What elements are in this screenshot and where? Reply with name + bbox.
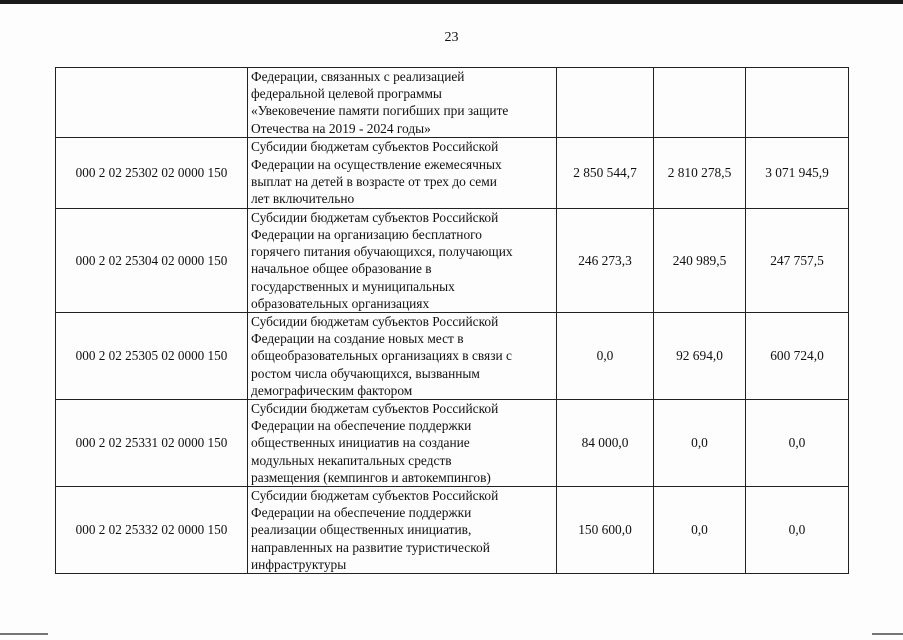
amount-2024: 0,0 (746, 487, 849, 574)
description-line: Федерации на обеспечение поддержки (251, 418, 472, 434)
amount-2022: 150 600,0 (557, 487, 654, 574)
description-line: общественных инициатив на создание (251, 435, 470, 451)
amount-2023: 0,0 (654, 400, 746, 487)
description-line: Федерации на обеспечение поддержки (251, 505, 472, 521)
table-row (56, 487, 849, 574)
description (248, 487, 557, 574)
description-line: общеобразовательных организациях в связи с (251, 348, 512, 364)
amount-2023: 0,0 (654, 487, 746, 574)
table-row (56, 313, 849, 400)
table-row (56, 68, 849, 138)
table-row (56, 137, 849, 208)
description-line: «Увековечение памяти погибших при защите (251, 103, 509, 119)
description (248, 68, 557, 138)
page-number: 23 (444, 30, 459, 45)
description-line: начальное общее образование в (251, 261, 432, 277)
description-line: Федерации на создание новых мест в (251, 331, 464, 347)
amount-2024: 0,0 (746, 400, 849, 487)
amount-2024: 3 071 945,9 (746, 137, 849, 208)
scan-artifact-right (872, 633, 903, 635)
amount-2022: 0,0 (557, 313, 654, 400)
budget-code: 000 2 02 25305 02 0000 150 (56, 313, 248, 400)
description-line: выплат на детей в возрасте от трех до семи (251, 173, 497, 189)
description (248, 137, 557, 208)
description-line: Субсидии бюджетам субъектов Российской (251, 209, 499, 225)
amount-2024: 247 757,5 (746, 208, 849, 312)
amount-2022: 246 273,3 (557, 208, 654, 312)
amount-2024 (746, 68, 849, 138)
description-line: модульных некапитальных средств (251, 452, 452, 468)
budget-code: 000 2 02 25304 02 0000 150 (56, 208, 248, 312)
description-line: Субсидии бюджетам субъектов Российской (251, 401, 499, 417)
description-line: размещения (кемпингов и автокемпингов) (251, 469, 491, 485)
budget-code (56, 68, 248, 138)
amount-2023: 92 694,0 (654, 313, 746, 400)
description-line: Федерации на осуществление ежемесячных (251, 156, 502, 172)
description-line: демографическим фактором (251, 382, 413, 398)
description (248, 313, 557, 400)
description-line: реализации общественных инициатив, (251, 522, 472, 538)
description-line: Субсидии бюджетам субъектов Российской (251, 488, 499, 504)
scan-artifact-left (0, 633, 48, 635)
amount-2022: 2 850 544,7 (557, 137, 654, 208)
description-line: направленных на развитие туристической (251, 539, 490, 555)
description-line: лет включительно (251, 191, 355, 207)
budget-code: 000 2 02 25302 02 0000 150 (56, 137, 248, 208)
description-line: Субсидии бюджетам субъектов Российской (251, 314, 499, 330)
budget-code: 000 2 02 25332 02 0000 150 (56, 487, 248, 574)
amount-2024: 600 724,0 (746, 313, 849, 400)
description-line: Субсидии бюджетам субъектов Российской (251, 139, 499, 155)
description-line: горячего питания обучающихся, получающих (251, 244, 513, 260)
description-line: инфраструктуры (251, 556, 347, 572)
amount-2022 (557, 68, 654, 138)
description-line: образовательных организациях (251, 295, 430, 311)
table-row (56, 208, 849, 312)
budget-code: 000 2 02 25331 02 0000 150 (56, 400, 248, 487)
amount-2023: 240 989,5 (654, 208, 746, 312)
description (248, 400, 557, 487)
amount-2023 (654, 68, 746, 138)
description-line: Отечества на 2019 - 2024 годы» (251, 120, 431, 136)
description-line: Федерации, связанных с реализацией (251, 69, 465, 84)
description-line: государственных и муниципальных (251, 278, 455, 294)
description (248, 208, 557, 312)
budget-revenue-table (55, 67, 849, 574)
amount-2022: 84 000,0 (557, 400, 654, 487)
table-row (56, 400, 849, 487)
description-line: федеральной целевой программы (251, 86, 442, 102)
description-line: ростом числа обучающихся, вызванным (251, 365, 480, 381)
amount-2023: 2 810 278,5 (654, 137, 746, 208)
top-border-rule (0, 0, 903, 4)
description-line: Федерации на организацию бесплатного (251, 227, 482, 243)
